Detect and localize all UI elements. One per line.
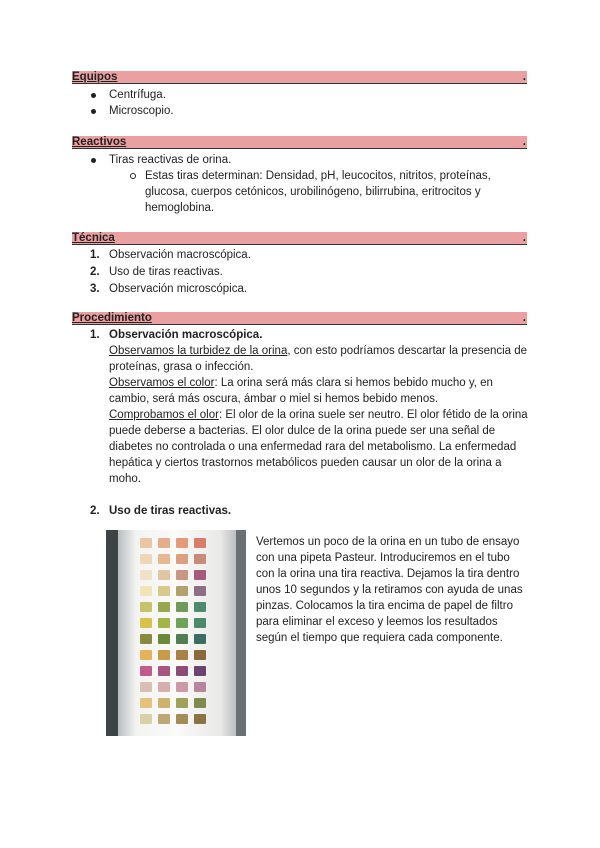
color-swatch bbox=[194, 618, 206, 628]
heading-dot: . bbox=[522, 232, 526, 244]
underlined-lead: Observamos el color bbox=[109, 377, 215, 389]
heading-text: Equipos bbox=[72, 71, 118, 83]
color-swatch bbox=[194, 554, 206, 564]
color-swatch bbox=[158, 538, 170, 548]
list-text: Observación microscópica. bbox=[109, 283, 248, 295]
color-swatch bbox=[194, 538, 206, 548]
color-swatch bbox=[140, 586, 152, 596]
color-swatch bbox=[176, 586, 188, 596]
color-swatch bbox=[140, 714, 152, 724]
paragraph-turbidez bbox=[109, 343, 529, 375]
color-swatch bbox=[194, 650, 206, 660]
list-item bbox=[88, 264, 251, 281]
color-swatch bbox=[176, 714, 188, 724]
step-number: 1. bbox=[90, 329, 100, 341]
color-swatch bbox=[194, 570, 206, 580]
list-item bbox=[88, 281, 251, 298]
step1-body bbox=[109, 343, 529, 487]
section-heading-equipos bbox=[72, 71, 527, 84]
color-swatch bbox=[140, 538, 152, 548]
color-swatch bbox=[158, 698, 170, 708]
list-item: Microscopio. bbox=[88, 103, 174, 119]
color-swatch bbox=[158, 650, 170, 660]
step-title-text: Uso de tiras reactivas. bbox=[109, 505, 232, 517]
color-swatch bbox=[194, 666, 206, 676]
color-swatch bbox=[140, 682, 152, 692]
color-swatch bbox=[176, 570, 188, 580]
color-swatch bbox=[158, 554, 170, 564]
section-heading-procedimiento bbox=[72, 312, 527, 325]
color-swatch bbox=[194, 698, 206, 708]
paragraph-text: : La orina será más clara si hemos bebido mucho y, en cambio, será más oscura, ámbar o miel si hemos bebido menos. bbox=[109, 377, 493, 405]
paragraph-olor bbox=[109, 407, 529, 487]
color-swatch bbox=[158, 666, 170, 676]
color-swatch bbox=[140, 570, 152, 580]
color-swatch bbox=[176, 698, 188, 708]
section-heading-reactivos bbox=[72, 136, 527, 149]
color-swatch bbox=[194, 682, 206, 692]
color-swatch bbox=[158, 602, 170, 612]
color-swatch bbox=[140, 634, 152, 644]
heading-dot: . bbox=[522, 71, 526, 83]
color-swatch bbox=[158, 634, 170, 644]
color-swatch bbox=[158, 570, 170, 580]
heading-text: Reactivos bbox=[72, 136, 127, 148]
color-swatch bbox=[140, 554, 152, 564]
color-swatch bbox=[194, 714, 206, 724]
color-swatch bbox=[176, 554, 188, 564]
color-swatch bbox=[140, 698, 152, 708]
list-item: Tiras reactivas de orina. bbox=[88, 152, 231, 168]
list-number: 1. bbox=[90, 249, 100, 261]
paragraph-text: , con esto podríamos descartar la presencia de proteínas, grasa o infección. bbox=[109, 345, 528, 373]
step-title-text: Observación macroscópica. bbox=[109, 329, 263, 341]
list-text: Observación macroscópica. bbox=[109, 249, 251, 261]
list-item: Centrífuga. bbox=[88, 87, 174, 103]
color-swatch bbox=[194, 586, 206, 596]
photo-shadow bbox=[236, 530, 246, 736]
equipos-list bbox=[88, 87, 174, 119]
step-number: 2. bbox=[90, 505, 100, 517]
color-swatch bbox=[140, 602, 152, 612]
color-swatch bbox=[176, 634, 188, 644]
step1-title bbox=[90, 327, 262, 343]
color-swatch bbox=[140, 618, 152, 628]
sub-list-item: Estas tiras determinan: Densidad, pH, leucocitos, nitritos, proteínas, glucosa, cuerpos cetónicos, urobilinógeno, bilirrubina, eritrocitos y hemoglobina. bbox=[129, 168, 509, 216]
step2-body bbox=[256, 534, 528, 646]
reactivos-list bbox=[88, 152, 231, 168]
color-swatch bbox=[158, 714, 170, 724]
color-swatch bbox=[176, 666, 188, 676]
paragraph-text: : El olor de la orina suele ser neutro. El olor fétido de la orina puede deberse a bacterias. El olor dulce de la orina puede ser una señal de diabetes no controlada o una enfermedad rara del metabolismo. La enfermedad hepática y ciertos trastornos metabólicos pueden causar un olor de la orina a moho. bbox=[109, 409, 528, 485]
list-text: Uso de tiras reactivas. bbox=[109, 266, 223, 278]
paragraph-color bbox=[109, 375, 529, 407]
section-heading-tecnica bbox=[72, 232, 527, 245]
heading-dot: . bbox=[522, 136, 526, 148]
color-swatch bbox=[176, 602, 188, 612]
color-swatch bbox=[176, 682, 188, 692]
color-swatch bbox=[176, 650, 188, 660]
color-swatch bbox=[158, 618, 170, 628]
heading-text: Procedimiento bbox=[72, 312, 152, 324]
list-number: 2. bbox=[90, 266, 100, 278]
color-swatch bbox=[158, 682, 170, 692]
underlined-lead: Observamos la turbidez de la orina bbox=[109, 345, 288, 357]
reactivos-sublist bbox=[129, 168, 509, 216]
color-swatch bbox=[194, 602, 206, 612]
color-swatch bbox=[158, 586, 170, 596]
paragraph-text: Vertemos un poco de la orina en un tubo de ensayo con una pipeta Pasteur. Introduciremos en el tubo con la orina una tira reactiva. Dejamos la tira dentro unos 10 segundos y la retiramos con ayuda de unas pinzas. Colocamos la tira encima de papel de filtro para eliminar el exceso y leemos los resultados según el tiempo que requiera cada componente. bbox=[256, 536, 523, 644]
color-swatch bbox=[176, 538, 188, 548]
heading-dot: . bbox=[522, 312, 526, 324]
list-number: 3. bbox=[90, 283, 100, 295]
color-swatch bbox=[176, 618, 188, 628]
color-swatch bbox=[140, 650, 152, 660]
reagent-strip-photo bbox=[106, 530, 246, 736]
color-swatch bbox=[194, 634, 206, 644]
underlined-lead: Comprobamos el olor bbox=[109, 409, 219, 421]
tecnica-list bbox=[88, 247, 251, 298]
color-swatch bbox=[140, 666, 152, 676]
list-item bbox=[88, 247, 251, 264]
step2-title bbox=[90, 503, 231, 519]
heading-text: Técnica bbox=[72, 232, 115, 244]
